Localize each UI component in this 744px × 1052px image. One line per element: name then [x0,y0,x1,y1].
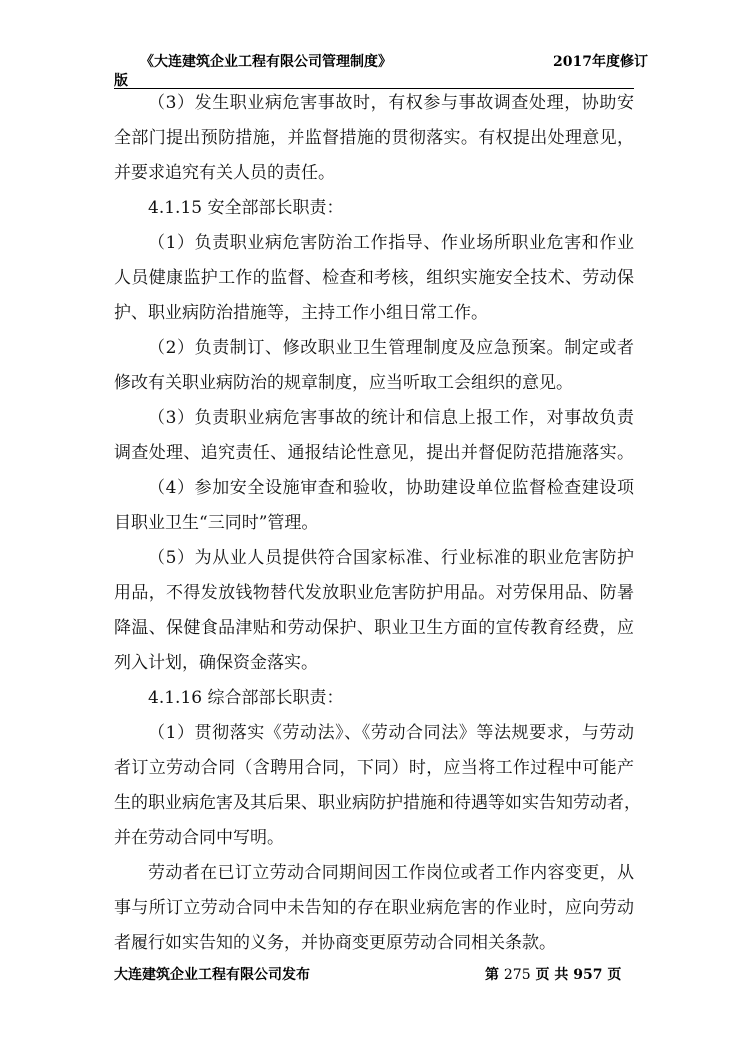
header-year-suffix: 年度修订 [591,54,648,70]
current-page: 275 [503,967,531,983]
body-line: 修改有关职业病防治的规章制度，应当听取工会组织的意见。 [114,373,573,393]
body-line: 并在劳动合同中写明。 [114,828,284,848]
body-line: （2）负责制订、修改职业卫生管理制度及应急预案。制定或者 [148,338,634,358]
total-pages: 957 [573,967,603,983]
body-line: 者履行如实告知的义务，并协商变更原劳动合同相关条款。 [114,933,556,953]
body-line: 人员健康监护工作的监督、检查和考核，组织实施安全技术、劳动保 [114,268,634,288]
body-line: 劳动者在已订立劳动合同期间因工作岗位或者工作内容变更，从 [148,863,634,883]
body-line: （1）贯彻落实《劳动法》、《劳动合同法》等法规要求，与劳动 [148,723,634,743]
body-line: 并要求追究有关人员的责任。 [114,163,335,183]
body-line: （1）负责职业病危害防治工作指导、作业场所职业危害和作业 [148,233,634,253]
body-line: （3）负责职业病危害事故的统计和信息上报工作，对事故负责 [148,408,634,428]
page-suffix: 页 [607,967,622,983]
header-year-number: 2017 [553,54,592,70]
section-heading: 4.1.16 综合部部长职责： [148,688,344,708]
body-line: 目职业卫生“三同时”管理。 [114,513,319,533]
body-line: 者订立劳动合同（含聘用合同，下同）时，应当将工作过程中可能产 [114,758,634,778]
body-line: （3）发生职业病危害事故时，有权参与事故调查处理，协助安 [148,93,634,113]
body-line: （4）参加安全设施审查和验收，协助建设单位监督检查建设项 [148,478,634,498]
section-heading: 4.1.15 安全部部长职责： [148,198,344,218]
header-wrap-text: 版 [114,73,128,89]
body-line: 降温、保健食品津贴和劳动保护、职业卫生方面的宣传教育经费，应 [114,618,634,638]
page-mid: 页 共 [535,967,569,983]
body-line: （5）为从业人员提供符合国家标准、行业标准的职业危害防护 [148,548,634,568]
body-line: 全部门提出预防措施，并监督措施的贯彻落实。有权提出处理意见， [114,128,634,148]
body-line: 生的职业病危害及其后果、职业病防护措施和待遇等如实告知劳动者， [114,793,641,813]
header-revision-year [553,51,648,71]
body-line: 用品，不得发放钱物替代发放职业危害防护用品。对劳保用品、防暑 [114,583,634,603]
footer-page-number [485,964,621,984]
body-line: 列入计划，确保资金落实。 [114,653,318,673]
body-line: 护、职业病防治措施等，主持工作小组日常工作。 [114,303,488,323]
body-line: 调查处理、追究责任、通报结论性意见，提出并督促防范措施落实。 [114,443,634,463]
page-prefix: 第 [485,967,499,983]
body-line: 事与所订立劳动合同中未告知的存在职业病危害的作业时，应向劳动 [114,898,634,918]
header-title: 《大连建筑企业工程有限公司管理制度》 [140,54,392,70]
footer-publisher: 大连建筑企业工程有限公司发布 [114,967,310,983]
